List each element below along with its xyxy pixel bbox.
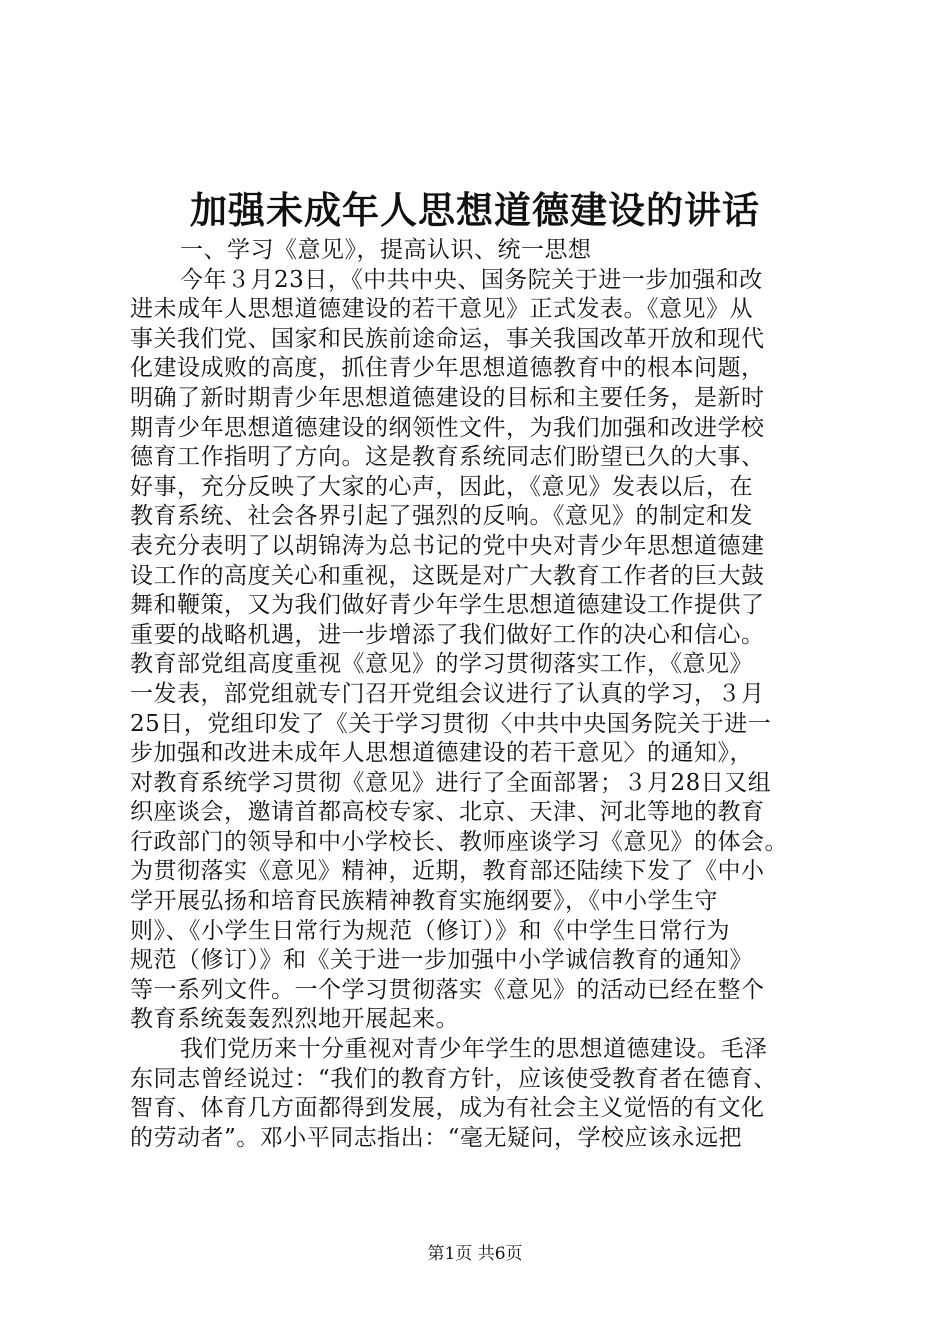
body-line: 一发表，部党组就专门召开党组会议进行了认真的学习，３月 [130,680,765,707]
body-line: 规范（修订）》和《关于进一步加强中小学诚信教育的通知》 [130,947,753,974]
body-line: 化建设成败的高度，抓住青少年思想道德教育中的根本问题， [130,355,765,382]
body-line: 东同志曾经说过：“我们的教育方针，应该使受教育者在德育、 [130,1065,777,1092]
body-line: 明确了新时期青少年思想道德建设的目标和主要任务，是新时 [130,384,765,411]
body-line: 智育、体育几方面都得到发展，成为有社会主义觉悟的有文化 [130,1095,765,1122]
body-line: 等一系列文件。一个学习贯彻落实《意见》的活动已经在整个 [130,976,765,1003]
body-line: 教育系统、社会各界引起了强烈的反响。《意见》的制定和发 [130,503,753,530]
body-line: 进未成年人思想道德建设的若干意见》正式发表。《意见》从 [130,296,753,323]
body-line: 的劳动者”。邓小平同志指出：“毫无疑问，学校应该永远把 [130,1124,743,1151]
body-line: 则》、《小学生日常行为规范（修订）》和《中学生日常行为 [130,917,730,944]
section-heading: 一、学习《意见》，提高认识、统一思想 [180,237,592,263]
body-line: 事关我们党、国家和民族前途命运，事关我国改革开放和现代 [130,325,765,352]
body-line: 25日，党组印发了《关于学习贯彻〈中共中央国务院关于进一 [130,710,772,737]
body-line: 好事，充分反映了大家的心声，因此，《意见》发表以后，在 [130,473,753,500]
body-line: 教育部党组高度重视《意见》的学习贯彻落实工作，《意见》 [130,651,753,678]
body-line: 为贯彻落实《意见》精神，近期，教育部还陆续下发了《中小 [130,858,765,885]
body-line: 我们党历来十分重视对青少年学生的思想道德建设。毛泽 [180,1036,768,1063]
body-line: 对教育系统学习贯彻《意见》进行了全面部署；３月28日又组 [130,769,772,796]
body-line: 表充分表明了以胡锦涛为总书记的党中央对青少年思想道德建 [130,532,765,559]
body-line: 今年３月23日，《中共中央、国务院关于进一步加强和改 [180,266,763,293]
body-line: 设工作的高度关心和重视，这既是对广大教育工作者的巨大鼓 [130,562,765,589]
body-line: 舞和鞭策，又为我们做好青少年学生思想道德建设工作提供了 [130,592,765,619]
body-line: 期青少年思想道德建设的纲领性文件，为我们加强和改进学校 [130,414,765,441]
body-line: 行政部门的领导和中小学校长、教师座谈学习《意见》的体会。 [130,828,788,855]
body-line: 学开展弘扬和培育民族精神教育实施纲要》，《中小学生守 [130,888,718,915]
document-title: 加强未成年人思想道德建设的讲话 [190,188,760,232]
body-line: 德育工作指明了方向。这是教育系统同志们盼望已久的大事、 [130,444,765,471]
body-line: 步加强和改进未成年人思想道德建设的若干意见〉的通知》， [130,740,753,767]
body-line: 织座谈会，邀请首都高校专家、北京、天津、河北等地的教育 [130,799,765,826]
document-body [130,236,830,1153]
body-line: 重要的战略机遇，进一步增添了我们做好工作的决心和信心。 [130,621,765,648]
page-footer: 第1页 共6页 [427,1244,523,1264]
body-line: 教育系统轰轰烈烈地开展起来。 [130,1006,459,1033]
